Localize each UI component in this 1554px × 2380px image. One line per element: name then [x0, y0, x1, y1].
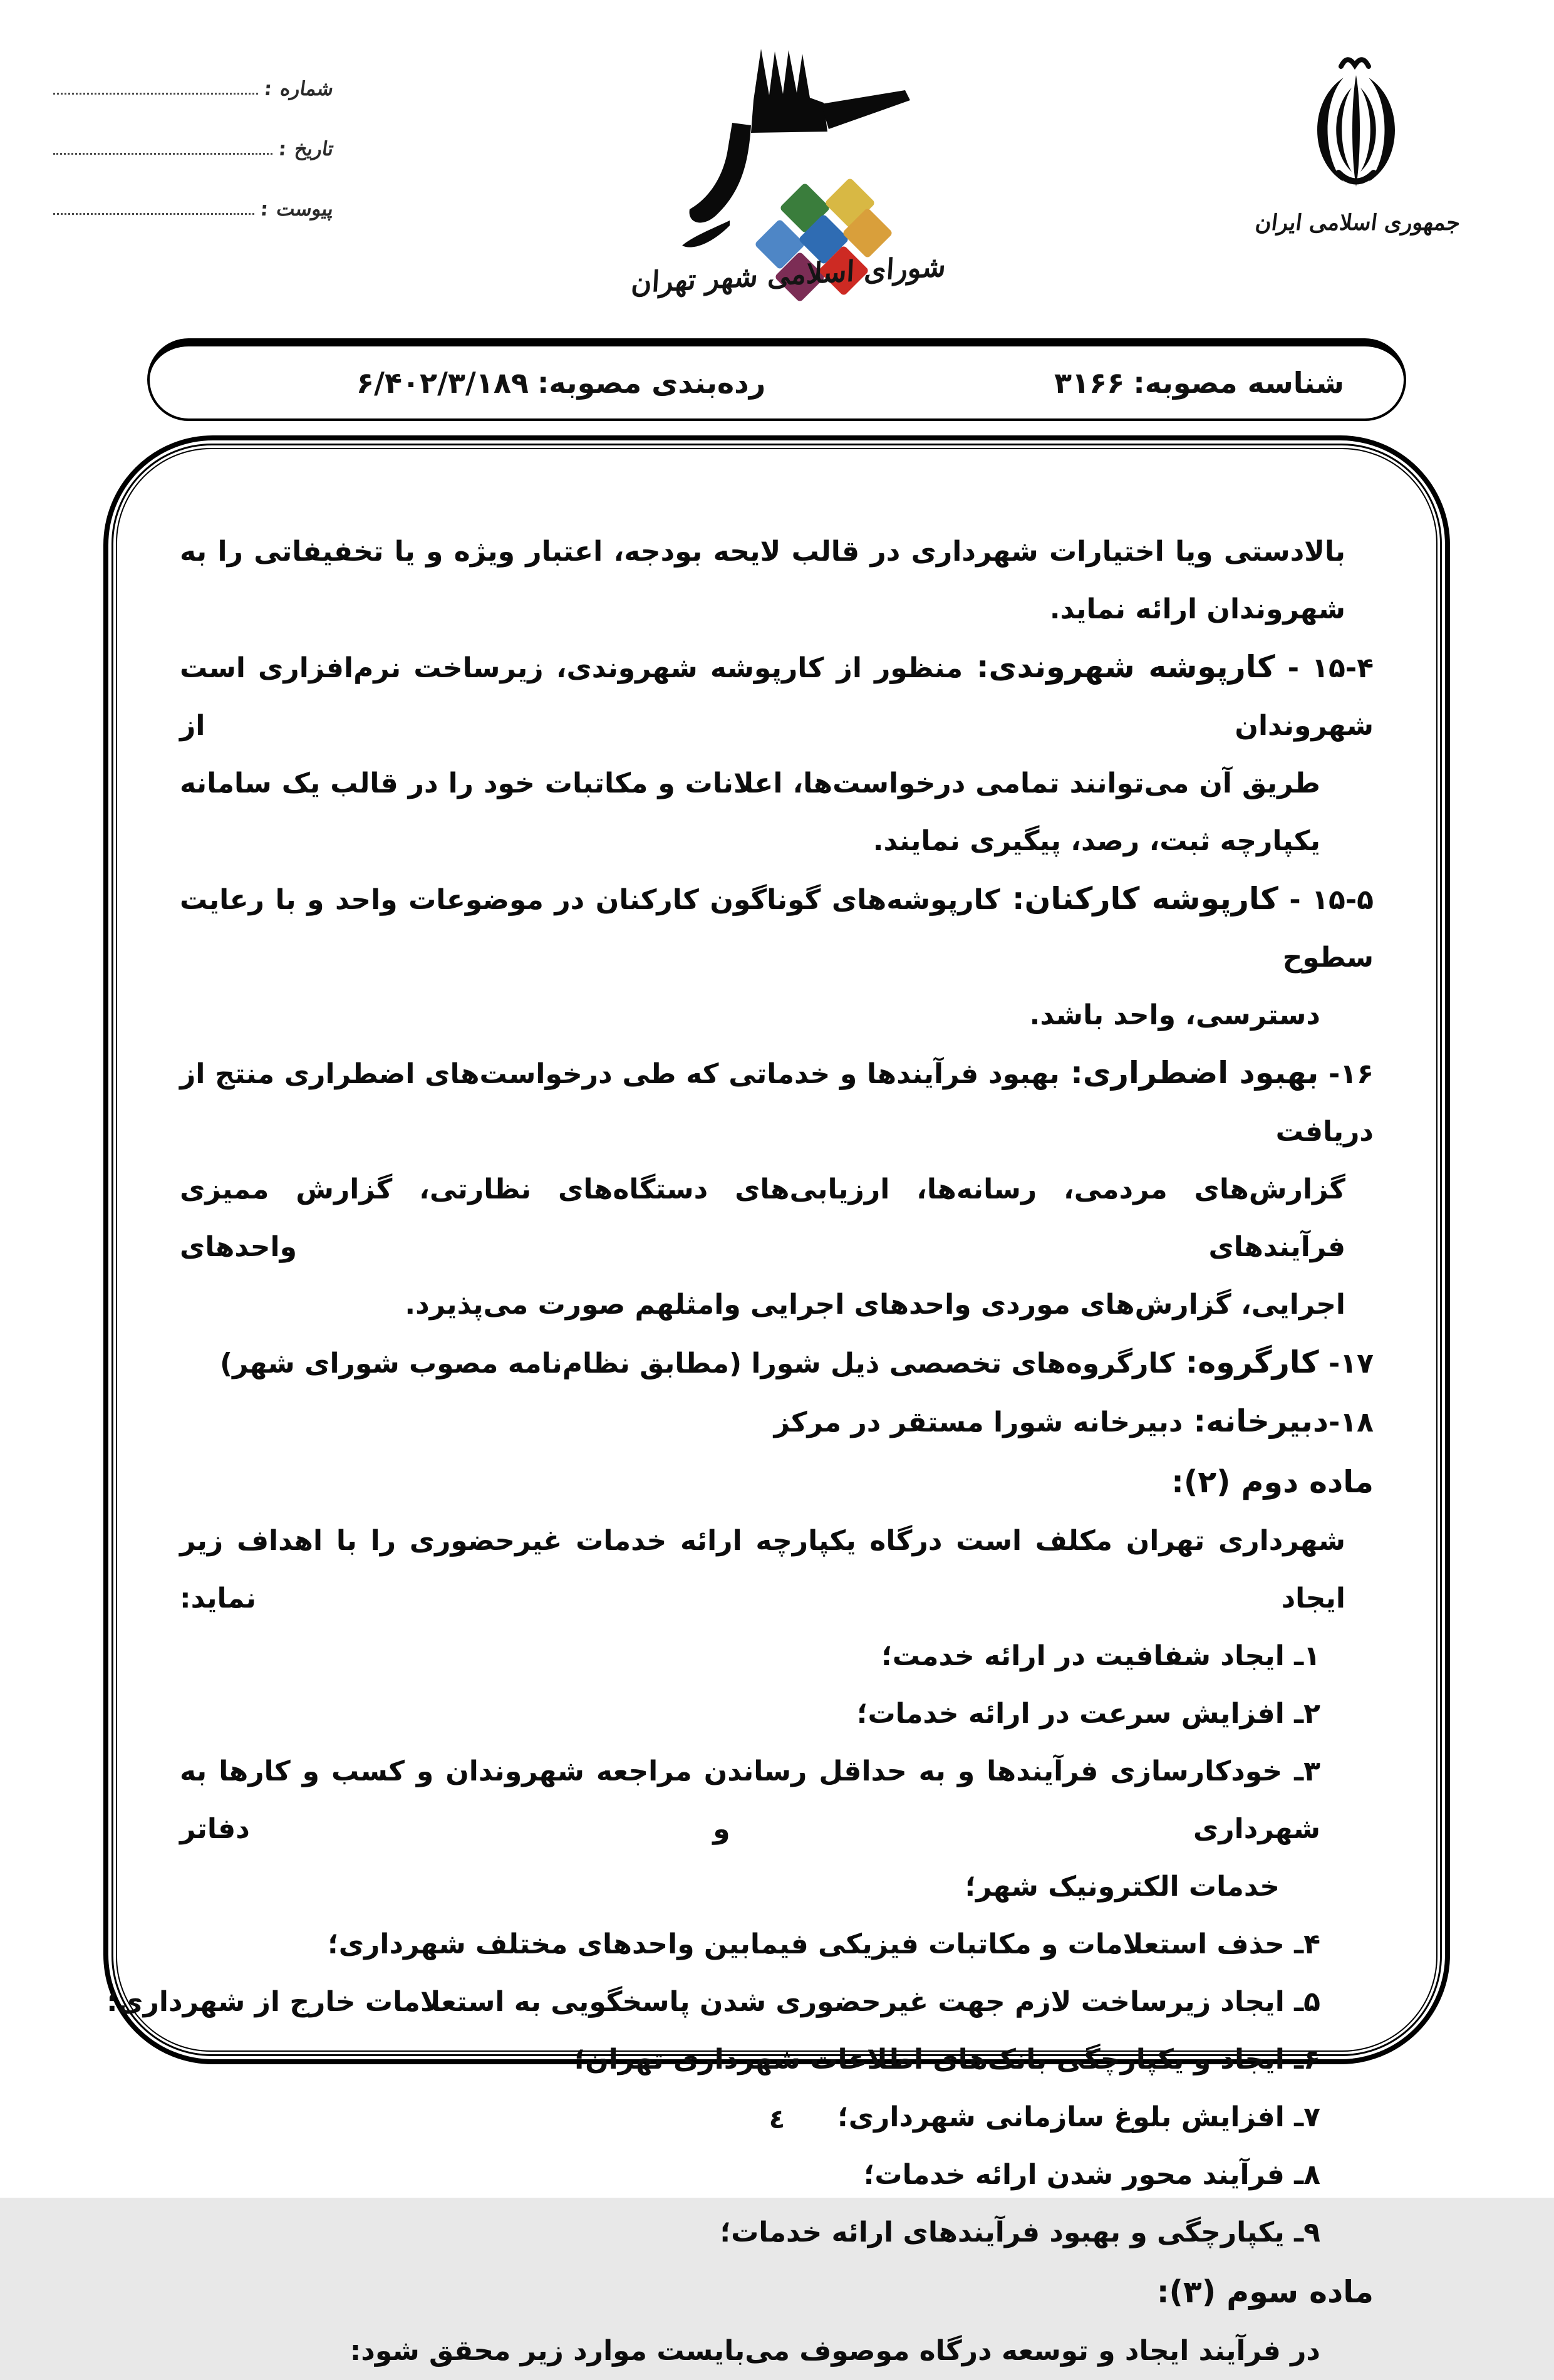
main-content-box-inner-border [106, 448, 1437, 2367]
resolution-id-bar [147, 338, 1406, 421]
body-line [180, 1628, 1374, 1685]
form-row-number [53, 74, 332, 100]
term-bold-text: کارگروه: [1174, 1344, 1319, 1380]
line-text: ۱۵-۴ - [1275, 652, 1374, 684]
term-bold-text: ماده سوم (۳): [1156, 2274, 1374, 2310]
body-line [180, 638, 1374, 755]
term-bold-text: کارپوشه شهروندی: [963, 649, 1275, 685]
council-logo-mark-icon [617, 38, 955, 257]
body-line [180, 987, 1374, 1044]
body-line [180, 1685, 1374, 1743]
body-line [180, 523, 1374, 581]
line-text: ۱۸- [1329, 1406, 1374, 1438]
main-content-box [103, 435, 1450, 2367]
attachment-field-dotted-line [53, 213, 254, 215]
line-text: ۱۵-۵ - [1278, 884, 1374, 916]
resolution-classification-value: ۶/۴۰۲/۳/۱۸۹ [356, 365, 529, 400]
body-line [180, 1743, 1374, 1858]
body-line [180, 1393, 1374, 1452]
line-text: ۳ـ خودکارسازی فرآیندها و به حداقل رساندن مراجعه شهروندان و کسب و کارها به شهرداری و دفاتر [180, 1755, 1320, 1845]
line-text: منظور از کارپوشه شهروندی، زیرساخت نرم‌افزاری است شهروندان از [180, 652, 1374, 742]
form-row-attachment [53, 194, 332, 221]
line-text: بالادستی ویا اختیارات شهرداری در قالب لایحه بودجه، اعتبار ویژه و یا تخفیفاتی را به [180, 536, 1345, 568]
term-bold-text: ماده دوم (۲): [1171, 1464, 1374, 1500]
line-text: ۱ـ ایجاد شفافیت در ارائه خدمت؛ [881, 1640, 1320, 1672]
body-line [180, 2146, 1374, 2204]
body-line [180, 870, 1374, 987]
body-line [180, 1512, 1374, 1628]
line-text: ۷ـ افزایش بلوغ سازمانی شهرداری؛ [837, 2101, 1320, 2133]
line-text: ۱۶- [1318, 1058, 1374, 1090]
body-line [180, 1161, 1374, 1276]
form-row-date [53, 134, 332, 160]
line-text: ۹ـ یکپارچگی و بهبود فرآیندهای ارائه خدمات؛ [720, 2216, 1320, 2248]
date-field-label: تاریخ : [277, 138, 333, 160]
line-text: ۸ـ فرآیند محور شدن ارائه خدمات؛ [863, 2159, 1320, 2191]
body-line [180, 2031, 1374, 2089]
line-text: ۵ـ ایجاد زیرساخت لازم جهت غیرحضوری شدن پاسخگویی به استعلامات خارج از شهرداری؛ [106, 1986, 1320, 2018]
line-text: بهبود فرآیندها و خدماتی که طی درخواست‌های اضطراری منتج از دریافت [180, 1058, 1374, 1148]
line-text: شهروندان ارائه نماید. [1049, 593, 1345, 625]
line-text: اجرایی، گزارش‌های موردی واحدهای اجرایی وامثلهم صورت می‌پذیرد. [405, 1289, 1345, 1321]
resolution-id [1054, 366, 1344, 400]
emblem-caption: جمهوری اسلامی ایران [1252, 210, 1460, 236]
body-line [106, 1973, 1374, 2031]
article-heading [180, 2262, 1374, 2322]
body-line [180, 2204, 1374, 2262]
iran-emblem-icon [1287, 50, 1425, 207]
body-line [180, 813, 1374, 870]
page-number: ٤ [769, 2104, 785, 2134]
number-field-label: شماره : [263, 78, 333, 100]
resolution-id-value: ۳۱۶۶ [1054, 365, 1125, 400]
body-line [180, 1276, 1374, 1334]
line-text: ۶ـ ایجاد و یکپارچگی بانک‌های اطلاعات شهرداری تهران؛ [574, 2044, 1320, 2076]
number-field-dotted-line [53, 93, 258, 95]
attachment-field-label: پیوست : [259, 198, 333, 221]
iran-emblem [1231, 50, 1481, 236]
term-bold-text: کارپوشه کارکنان: [1000, 881, 1278, 917]
term-bold-text: بهبود اضطراری: [1059, 1055, 1319, 1091]
document-lines [106, 449, 1436, 2367]
line-text: گزارش‌های مردمی، رسانه‌ها، ارزیابی‌های دستگاه‌های نظارتی، گزارش ممیزی فرآیندهای واحدهای [180, 1173, 1345, 1263]
line-text: کارپوشه‌های گوناگون کارکنان در موضوعات واحد و با رعایت سطوح [180, 884, 1374, 974]
line-text: کارگروه‌های تخصصی ذیل شورا (مطابق نظام‌نامه مصوب شورای شهر) [220, 1348, 1175, 1380]
resolution-classification [356, 366, 765, 400]
line-text: ۲ـ افزایش سرعت در ارائه خدمات؛ [856, 1698, 1320, 1730]
line-text: در فرآیند ایجاد و توسعه درگاه موصوف می‌بایست موارد زیر محقق شود: [350, 2335, 1320, 2367]
body-line [180, 1858, 1374, 1916]
term-bold-text: دبیرخانه: [1183, 1403, 1329, 1439]
line-text: شهرداری تهران مکلف است درگاه یکپارچه ارائه خدمات غیرحضوری را با اهداف زیر ایجاد نماید: [180, 1525, 1345, 1614]
council-caption: شورای اسلامی شهر تهران [625, 250, 947, 299]
line-text: ۱۷- [1318, 1348, 1374, 1380]
council-logo [617, 38, 955, 299]
body-line [180, 755, 1374, 813]
resolution-id-label: شناسه مصوبه: [1133, 365, 1344, 400]
body-line [180, 1334, 1374, 1393]
line-text: دبیرخانه شورا مستقر در مرکز [774, 1406, 1183, 1438]
body-line [180, 581, 1374, 638]
line-text: خدمات الکترونیک شهر؛ [965, 1871, 1280, 1903]
body-line [180, 1044, 1374, 1161]
body-line [180, 2322, 1374, 2380]
date-field-dotted-line [53, 153, 272, 155]
line-text: طریق آن می‌توانند تمامی درخواست‌ها، اعلانات و مکاتبات خود را در قالب یک سامانه [180, 767, 1320, 799]
line-text: دسترسی، واحد باشد. [1029, 999, 1320, 1031]
letterhead-form-fields [53, 74, 332, 254]
body-line [180, 1916, 1374, 1973]
line-text: ۴ـ حذف استعلامات و مکاتبات فیزیکی فیمابین واحدهای مختلف شهرداری؛ [328, 1928, 1320, 1960]
article-heading [180, 1452, 1374, 1512]
line-text: یکپارچه ثبت، رصد، پیگیری نمایند. [873, 825, 1320, 857]
resolution-classification-label: رده‌بندی مصوبه: [537, 365, 766, 400]
main-content-box-mid-border [106, 444, 1442, 2367]
